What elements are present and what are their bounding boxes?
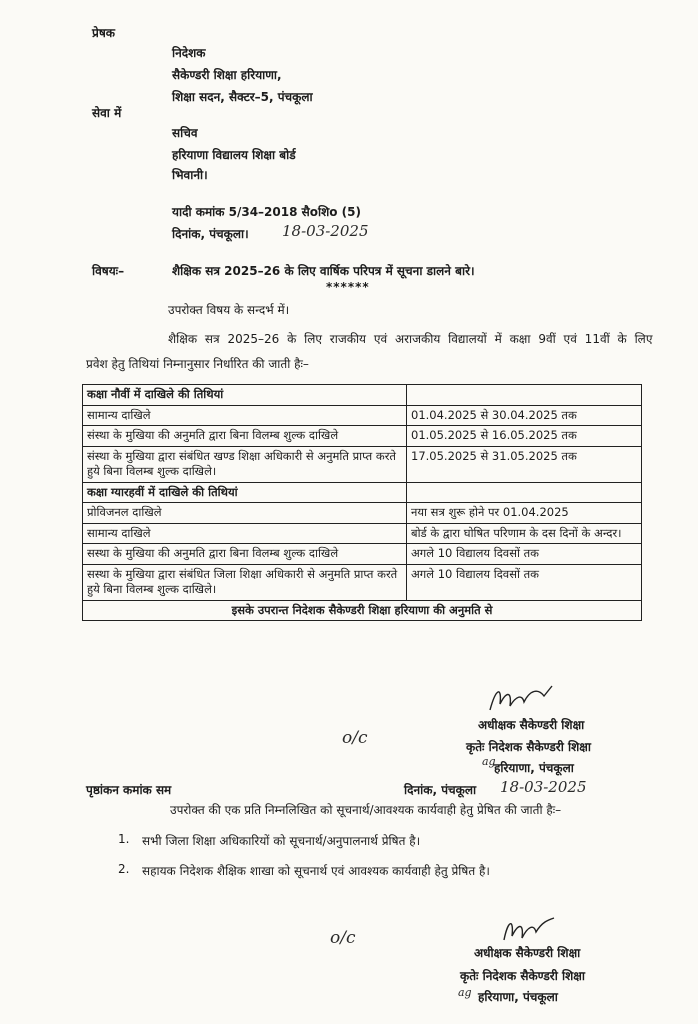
signature-scribble xyxy=(500,914,558,946)
signature-title-2: कृतेः निदेशक सैकेण्डरी शिक्षा xyxy=(460,969,585,983)
initials-scribble: ag xyxy=(482,755,496,768)
row-value: नया सत्र शुरू होने पर 01.04.2025 xyxy=(407,503,642,524)
signature-scribble xyxy=(486,682,556,716)
row-label: प्रोविजनल दाखिले xyxy=(83,503,407,524)
table-row xyxy=(83,405,642,426)
row-value: 17.05.2025 से 31.05.2025 तक xyxy=(407,446,642,482)
oc-mark: o/c xyxy=(330,928,356,948)
endorsement-label: पृष्ठांकन कमांक सम xyxy=(86,783,172,797)
handwritten-date: 18-03-2025 xyxy=(282,222,369,240)
subject-separator: ****** xyxy=(326,280,370,294)
row-value: 01.04.2025 से 30.04.2025 तक xyxy=(407,405,642,426)
signature-title-3: हरियाणा, पंचकूला xyxy=(494,761,574,775)
list-item-number: 2. xyxy=(118,862,130,876)
row-value: बोर्ड के द्वारा घोषित परिणाम के दस दिनों के अन्दर। xyxy=(407,523,642,544)
row-label: सामान्य दाखिले xyxy=(83,405,407,426)
row-label: सामान्य दाखिले xyxy=(83,523,407,544)
subject-label: विषयः– xyxy=(92,264,125,278)
oc-mark: o/c xyxy=(342,728,368,748)
row-label: संस्था के मुखिया की अनुमति द्वारा बिना विलम्ब शुल्क दाखिले xyxy=(83,426,407,447)
row-label: सस्था के मुखिया द्वारा संबंधित जिला शिक्षा अधिकारी से अनुमति प्राप्त करते हुये बिना विलम्ब शुल्क दाखिले। xyxy=(83,564,407,600)
from-line-3: शिक्षा सदन, सैक्टर–5, पंचकूला xyxy=(172,90,313,104)
from-label: प्रेषक xyxy=(92,26,115,40)
signature-title-3: हरियाणा, पंचकूला xyxy=(478,990,558,1004)
list-item: सहायक निदेशक शैक्षिक शाखा को सूचनार्थ एवं आवश्यक कार्यवाही हेतु प्रेषित है। xyxy=(142,864,490,878)
row-label: संस्था के मुखिया द्वारा संबंधित खण्ड शिक्षा अधिकारी से अनुमति प्राप्त करते हुये बिना विलम्ब शुल्क दाखिले। xyxy=(83,446,407,482)
to-line-3: भिवानी। xyxy=(172,168,208,182)
endorsement-date-label: दिनांक, पंचकूला xyxy=(404,783,477,797)
subject-text: शैक्षिक सत्र 2025–26 के लिए वार्षिक परिपत्र में सूचना डालने बारे। xyxy=(172,264,475,278)
intro-paragraph-line-2: प्रवेश हेतु तिथियां निम्नानुसार निर्धारित की जाती हैः– xyxy=(86,357,309,371)
initials-scribble: ag xyxy=(458,986,472,999)
table-row xyxy=(83,523,642,544)
to-line-2: हरियाणा विद्यालय शिक्षा बोर्ड xyxy=(172,148,296,162)
reference-number: यादी कमांक 5/34–2018 सैoशिo (5) xyxy=(172,205,361,219)
row-value: अगले 10 विद्यालय दिवसों तक xyxy=(407,564,642,600)
table-row xyxy=(83,564,642,600)
endorsement-handwritten-date: 18-03-2025 xyxy=(500,778,587,796)
reference-line: उपरोक्त विषय के सन्दर्भ में। xyxy=(168,303,290,317)
intro-paragraph-line-1: शैक्षिक सत्र 2025–26 के लिए राजकीय एवं अराजकीय विद्यालयों में कक्षा 9वीं एवं 11वीं के लिए xyxy=(168,332,653,346)
class9-heading: कक्षा नौवीं में दाखिले की तिथियां xyxy=(83,385,407,406)
row-label: सस्था के मुखिया की अनुमति द्वारा बिना विलम्ब शुल्क दाखिले xyxy=(83,544,407,565)
signature-title-1: अधीक्षक सैकेण्डरी शिक्षा xyxy=(474,946,581,960)
list-item: सभी जिला शिक्षा अधिकारियों को सूचनार्थ/अनुपालनार्थ प्रेषित है। xyxy=(142,834,421,848)
endorsement-intro: उपरोक्त की एक प्रति निम्नलिखित को सूचनार्थ/आवश्यक कार्यवाही हेतु प्रेषित की जाती हैः– xyxy=(170,803,562,817)
table-row xyxy=(83,446,642,482)
signature-title-1: अधीक्षक सैकेण्डरी शिक्षा xyxy=(478,718,585,732)
date-label: दिनांक, पंचकूला। xyxy=(172,227,249,241)
to-line-1: सचिव xyxy=(172,126,198,140)
signature-title-2: कृतेः निदेशक सैकेण्डरी शिक्षा xyxy=(466,740,591,754)
admission-dates-table xyxy=(82,384,642,621)
list-item-number: 1. xyxy=(118,832,130,846)
table-row xyxy=(83,503,642,524)
table-row xyxy=(83,544,642,565)
row-value: 01.05.2025 से 16.05.2025 तक xyxy=(407,426,642,447)
to-label: सेवा में xyxy=(92,106,122,120)
table-footer: इसके उपरान्त निदेशक सैकेण्डरी शिक्षा हरियाणा की अनुमति से xyxy=(83,600,642,621)
from-line-1: निदेशक xyxy=(172,46,206,60)
row-value: अगले 10 विद्यालय दिवसों तक xyxy=(407,544,642,565)
table-row xyxy=(83,426,642,447)
from-line-2: सैकेण्डरी शिक्षा हरियाणा, xyxy=(172,68,282,82)
class11-heading: कक्षा ग्यारहवीं में दाखिले की तिथियां xyxy=(83,482,407,503)
